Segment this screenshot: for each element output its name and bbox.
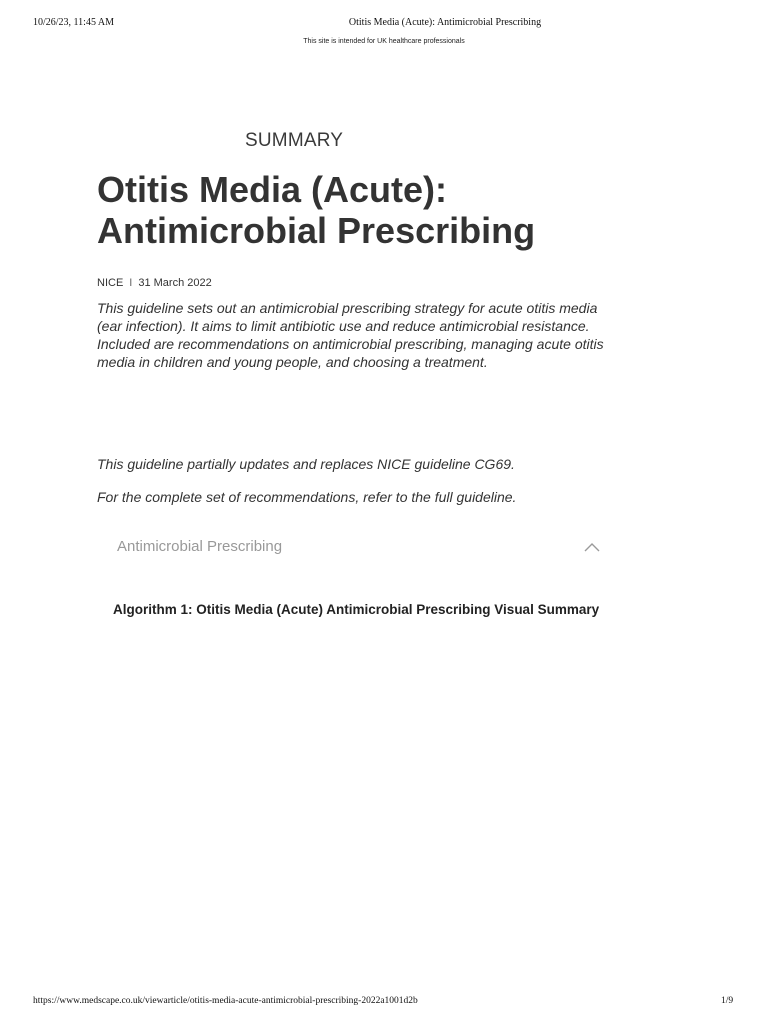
print-footer-url: https://www.medscape.co.uk/viewarticle/otitis-media-acute-antimicrobial-prescribing-2022a1001d2b [33,996,418,1006]
accordion-label: Antimicrobial Prescribing [117,538,283,555]
chevron-up-icon[interactable] [583,541,601,553]
article-date: 31 March 2022 [138,277,212,289]
article-note-update: This guideline partially updates and replaces NICE guideline CG69. [97,456,515,472]
section-label: SUMMARY [245,130,344,151]
print-header-title: Otitis Media (Acute): Antimicrobial Prescribing [348,17,542,28]
article-lede: This guideline sets out an antimicrobial prescribing strategy for acute otitis media (ear infection). It aims to limit antibiotic use and reduce antimicrobial resistance. Included are recommendations on antimicrobial prescribing, managing acute otitis media in children and young people, and choosing a treatment. [97,300,604,370]
accordion-antimicrobial-prescribing[interactable] [97,527,617,567]
algorithm-heading: Algorithm 1: Otitis Media (Acute) Antimicrobial Prescribing Visual Summary [113,602,600,617]
article-meta [97,277,212,289]
article-source: NICE [97,277,124,289]
print-header-datetime: 10/26/23, 11:45 AM [33,17,115,28]
meta-separator: I [129,277,133,289]
site-audience-notice: This site is intended for UK healthcare professionals [303,38,465,45]
article-title: Otitis Media (Acute): Antimicrobial Prescribing [97,169,536,251]
print-footer-page-number: 1/9 [721,996,734,1006]
article-note-full-guideline: For the complete set of recommendations, refer to the full guideline. [97,489,517,505]
